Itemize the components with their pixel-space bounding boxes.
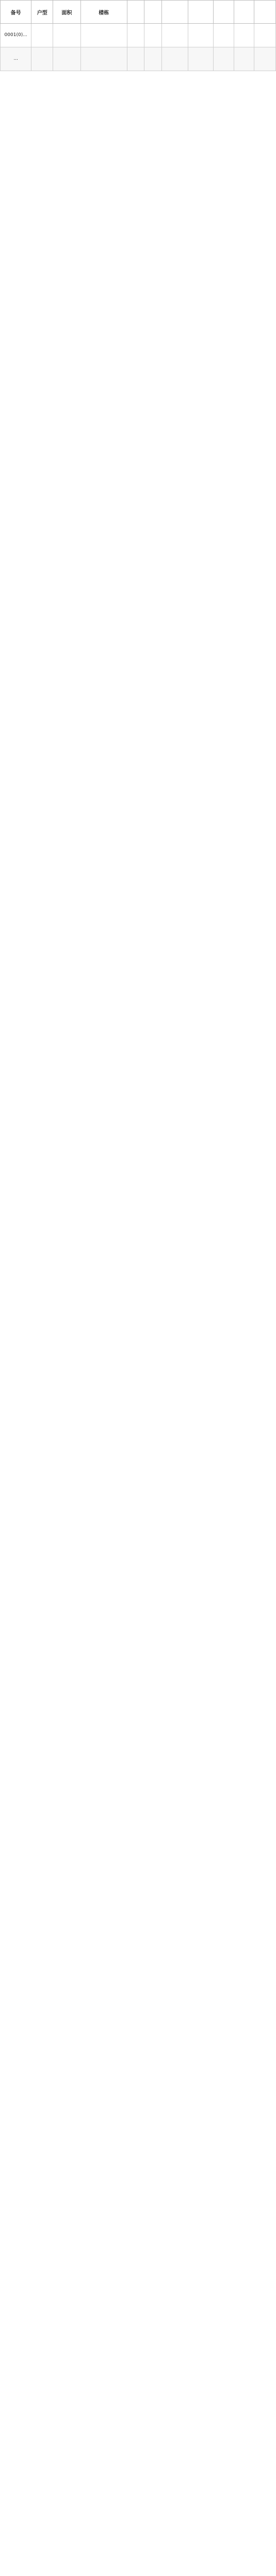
table-row [1, 47, 276, 71]
table-cell [234, 24, 254, 47]
table-cell [214, 24, 234, 47]
table-body [1, 24, 276, 71]
listing-table [0, 0, 276, 71]
table-cell [80, 24, 127, 47]
column-header [144, 1, 162, 24]
table-cell [31, 47, 53, 71]
table-cell: 0001(0)... [1, 24, 31, 47]
table-cell [162, 47, 188, 71]
column-header [127, 1, 144, 24]
table-cell [162, 24, 188, 47]
table-cell [144, 47, 162, 71]
column-header: 楼栋 [80, 1, 127, 24]
column-header: 户型 [31, 1, 53, 24]
table-cell [127, 47, 144, 71]
table-row [1, 24, 276, 47]
table-cell [144, 24, 162, 47]
column-header: 面积 [53, 1, 80, 24]
table-cell [254, 47, 276, 71]
table-cell [214, 47, 234, 71]
column-header [234, 1, 254, 24]
table-cell [53, 24, 80, 47]
table-cell [31, 24, 53, 47]
table-cell: ... [1, 47, 31, 71]
table-cell [127, 24, 144, 47]
column-header [162, 1, 188, 24]
column-header: 备号 [1, 1, 31, 24]
table-header-row [1, 1, 276, 24]
table-cell [188, 47, 214, 71]
table-cell [188, 24, 214, 47]
column-header [214, 1, 234, 24]
column-header [254, 1, 276, 24]
table-cell [80, 47, 127, 71]
table-cell [53, 47, 80, 71]
column-header [188, 1, 214, 24]
table-cell [234, 47, 254, 71]
table-cell [254, 24, 276, 47]
